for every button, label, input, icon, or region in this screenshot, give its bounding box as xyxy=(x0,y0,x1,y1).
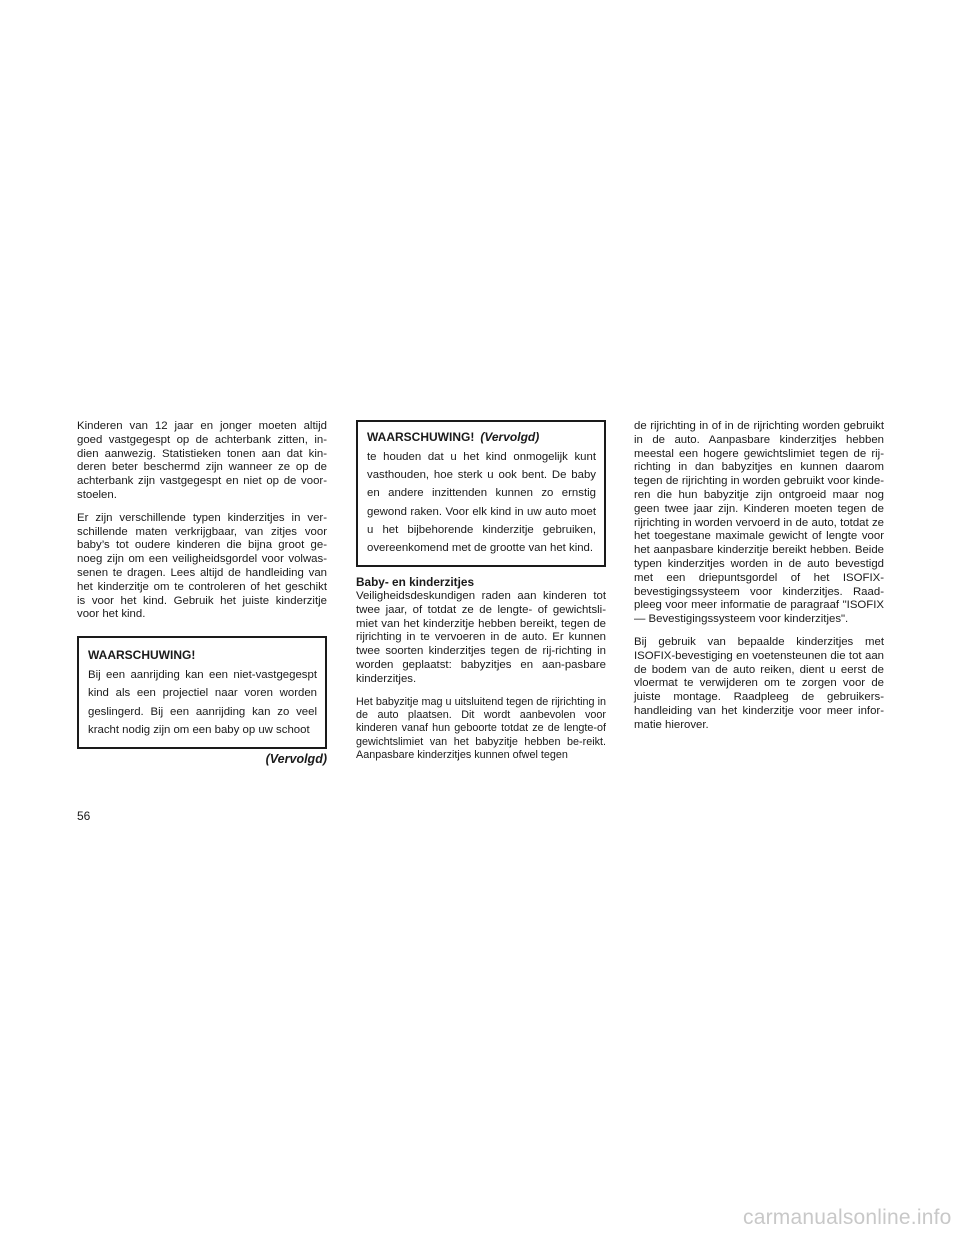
page-number: 56 xyxy=(77,809,91,823)
warning-box-continued xyxy=(356,420,606,567)
watermark: carmanualsonline.info xyxy=(743,1206,952,1229)
warning-title-text: WAARSCHUWING! xyxy=(367,430,475,444)
convertible-seat-paragraph: de rijrichting in of in de rijrichting worden gebruikt in de auto. Aanpasbare kinderzitjes hebben meestal een hogere gewichtslimiet tegen de rij-richting in dan babyzitjes en kunnen daarom tegen de rijrichting in worden gebruikt voor kinde-ren die hun babyzitje zijn ontgroeid maar nog geen twee jaar zijn. Kinderen moeten tegen de rijrichting in worden vervoerd in de auto, totdat ze het toegestane maximale gewicht of lengte voor het aanpasbare kinderzitje bereikt hebben. Beide typen kinderzitjes worden in de auto bevestigd met een driepuntsgordel of het ISOFIX-bevestigingssysteem voor kinderzitjes. Raad-pleeg voor meer informatie de paragraaf "ISOFIX — Bevestigingssysteem voor kinderzitjes". xyxy=(634,420,884,626)
warning-title-suffix: (Vervolgd) xyxy=(480,430,540,444)
column-middle xyxy=(356,420,606,772)
warning-body: Bij een aanrijding kan een niet-vastgegespt kind als een projectiel naar voren worden geslingerd. Bij een aanrijding kan zo veel kracht nodig zijn om een baby op uw schoot xyxy=(88,669,317,736)
continued-label: (Vervolgd) xyxy=(265,751,327,766)
intro-paragraph: Kinderen van 12 jaar en jonger moeten altijd goed vastgegespt op de achterbank zitten, in-dien aanwezig. Statistieken tonen aan dat kin-deren beter beschermd zijn wanneer ze op de achterbank zijn vastgegespt en niet op de voor-stoelen. xyxy=(77,420,327,501)
child-seat-types-paragraph: Er zijn verschillende typen kinderzitjes in ver-schillende maten verkrijgbaar, van zitjes voor baby’s tot oudere kinderen die bijna groot ge-noeg zijn om een veiligheidsgordel voor volwas-senen te dragen. Lees altijd de handleiding van het kinderzitje om te controleren of het geschikt is voor het kind. Gebruik het juiste kinderzitje voor het kind. xyxy=(77,511,327,621)
section-heading: Baby- en kinderzitjes xyxy=(356,575,475,590)
column-left xyxy=(77,420,327,767)
warning-title: WAARSCHUWING! xyxy=(88,648,196,663)
column-right xyxy=(634,420,884,742)
warning-title xyxy=(367,428,596,446)
rear-facing-paragraph: Veiligheidsdeskundigen raden aan kinderen tot twee jaar, of totdat ze de lengte- of gewichtsli-miet van het kinderzitje hebben bereikt, tegen de rijrichting in te vervoeren in de auto. Er kunnen twee soorten kinderzitjes tegen de rij-richting in worden geplaatst: babyzitjes en aan-pasbare kinderzitjes. xyxy=(356,590,606,685)
warning-body: te houden dat u het kind onmogelijk kunt vasthouden, hoe sterk u ook bent. De baby en andere inzittenden kunnen zo ernstig gewond raken. Voor elk kind in uw auto moet u het bijbehorende kinderzitje gebruiken, overeenkomend met de grootte van het kind. xyxy=(367,451,596,555)
warning-box xyxy=(77,636,327,749)
infant-seat-paragraph: Het babyzitje mag u uitsluitend tegen de rijrichting in de auto plaatsen. Dit wordt aanbevolen voor kinderen vanaf hun geboorte totdat ze de lengte-of gewichtslimiet van het babyzitje hebben be-reikt. Aanpasbare kinderzitjes kunnen ofwel tegen xyxy=(356,695,606,762)
isofix-paragraph: Bij gebruik van bepaalde kinderzitjes met ISOFIX-bevestiging en voetensteunen die tot aan de bodem van de auto reiken, dient u eerst de vloermat te verwijderen om te zorgen voor de juiste montage. Raadpleeg de gebruikers-handleiding van het kinderzitje voor meer infor-matie hierover. xyxy=(634,635,884,731)
